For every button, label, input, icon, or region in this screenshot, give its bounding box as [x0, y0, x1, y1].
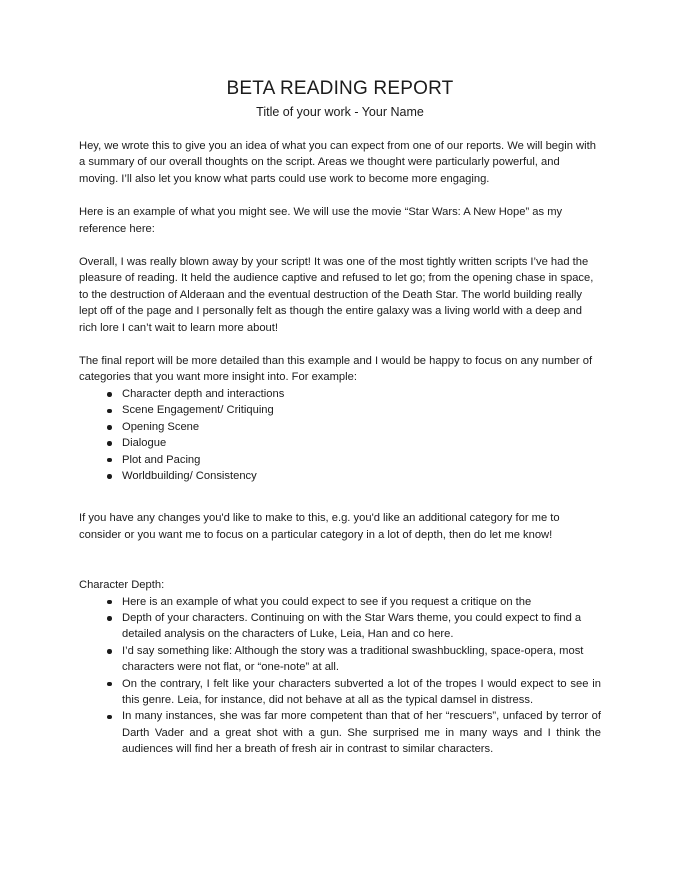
paragraph-intro: Hey, we wrote this to give you an idea of what you can expect from one of our reports. We will begin with a summary of our overall thoughts on the script. Areas we thought were particularly powerful, and moving. I’ll also let you know what parts could use work to become more engaging. — [79, 140, 596, 185]
list-item: Character depth and interactions — [79, 386, 601, 402]
list-item: Depth of your characters. Continuing on with the Star Wars theme, you could expect to find a detailed analysis on the characters of Luke, Leia, Han and co here. — [79, 610, 601, 643]
list-item: Dialogue — [79, 435, 601, 451]
paragraph-changes: If you have any changes you'd like to make to this, e.g. you'd like an additional category for me to consider or you want me to focus on a particular category in a lot of depth, then do let me know! — [79, 512, 560, 541]
list-item: Plot and Pacing — [79, 452, 601, 468]
list-item: On the contrary, I felt like your characters subverted a lot of the tropes I would expect to see in this genre. Leia, for instance, did not behave at all as the typical damsel in distress. — [79, 676, 601, 709]
list-item: Scene Engagement/ Critiquing — [79, 402, 601, 418]
document-title: BETA READING REPORT — [226, 78, 454, 99]
paragraph-overall-feedback: Overall, I was really blown away by your script! It was one of the most tightly written scripts I’ve had the pleasure of reading. It held the audience captive and refused to let go; from the opening chase in space, to the destruction of Alderaan and the eventual destruction of the Death Star. The world building really lept off of the page and I personally felt as though the entire galaxy was a living world with a deep and rich lore I can’t wait to learn more about! — [79, 256, 594, 334]
character-depth-list — [79, 594, 601, 758]
list-item: I’d say something like: Although the story was a traditional swashbuckling, space-opera, most characters were not flat, or “one-note” at all. — [79, 643, 601, 676]
list-item: Opening Scene — [79, 419, 601, 435]
list-item: Worldbuilding/ Consistency — [79, 468, 601, 484]
list-item: In many instances, she was far more competent than that of her “rescuers”, unfaced by terror of Darth Vader and a great shot with a gun. She surprised me in many ways and I think the audiences will find her a breath of fresh air in contrast to similar characters. — [79, 708, 601, 757]
list-item: Here is an example of what you could expect to see if you request a critique on the — [79, 594, 601, 610]
section-heading-character-depth: Character Depth: — [79, 579, 165, 592]
paragraph-example-intro: Here is an example of what you might see. We will use the movie “Star Wars: A New Hope” as my reference here: — [79, 206, 563, 235]
paragraph-final-report: The final report will be more detailed than this example and I would be happy to focus on any number of categories that you want more insight into. For example: — [79, 355, 593, 384]
document-subtitle: Title of your work - Your Name — [256, 105, 424, 119]
categories-list — [79, 386, 601, 484]
